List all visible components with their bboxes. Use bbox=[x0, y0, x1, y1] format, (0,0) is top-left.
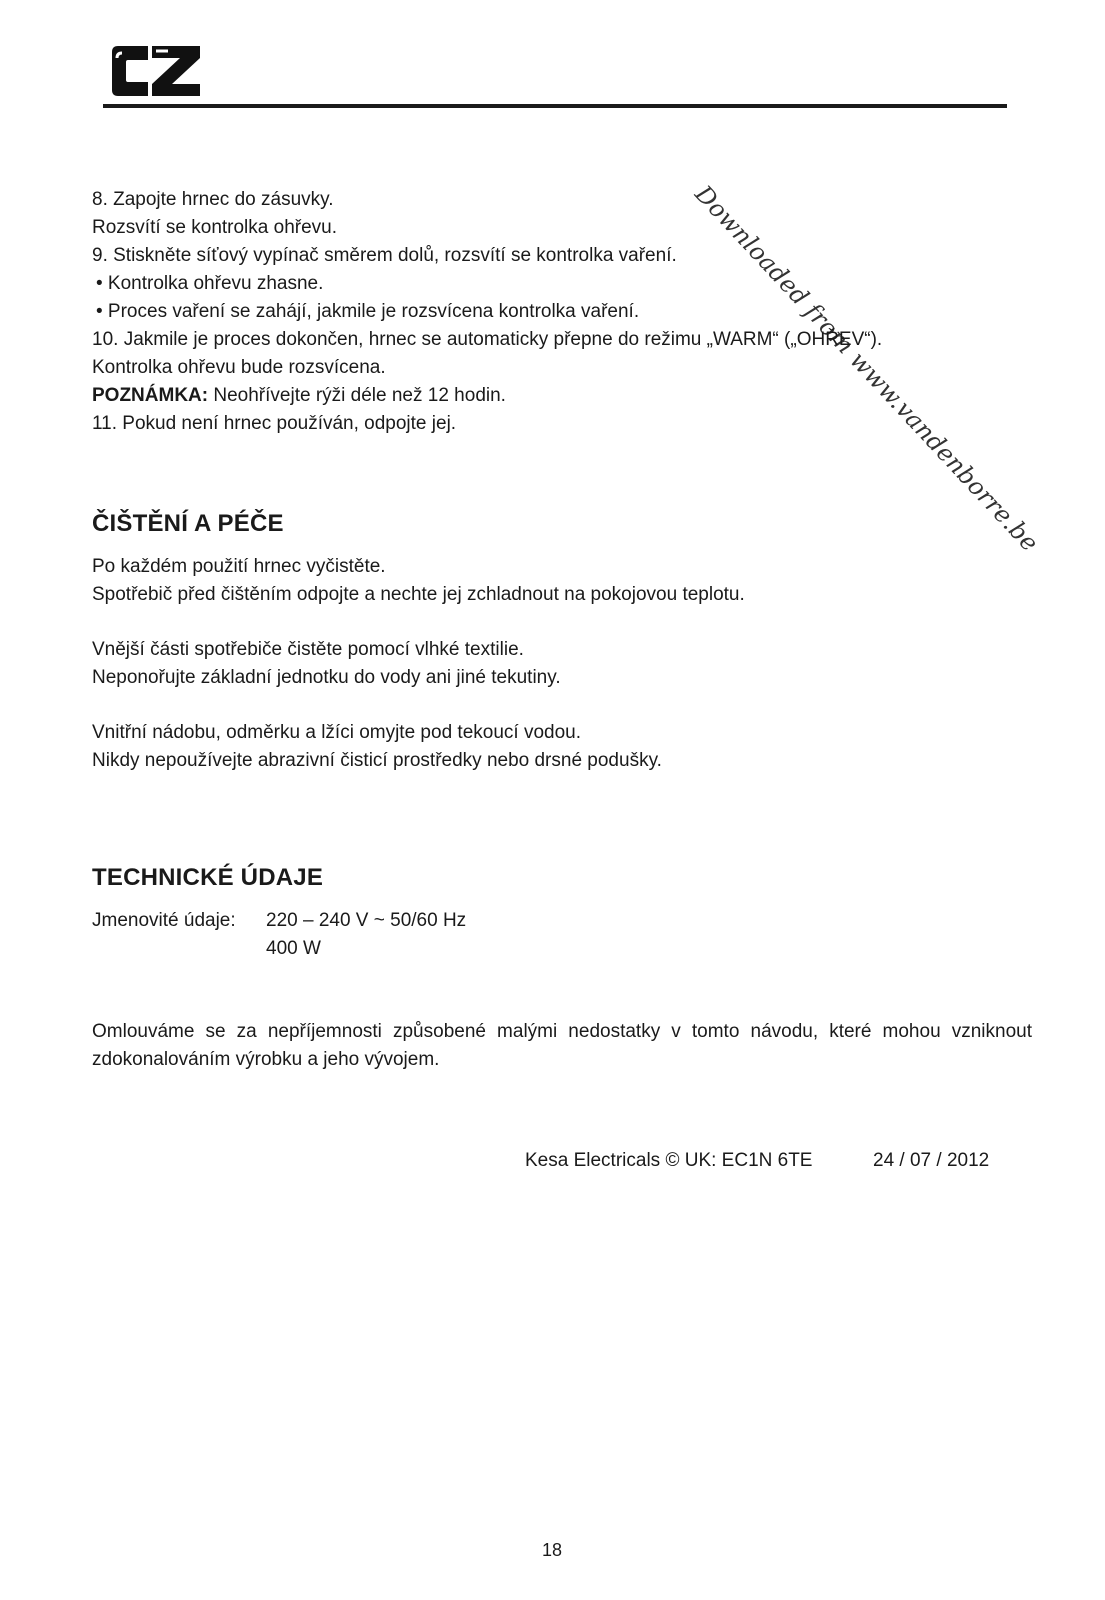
technical-heading: TECHNICKÉ ÚDAJE bbox=[92, 864, 324, 891]
instruction-bullet: • Proces vaření se zahájí, jakmile je rozsvícena kontrolka vaření. bbox=[96, 301, 640, 322]
cleaning-line: Spotřebič před čištěním odpojte a nechte jej zchladnout na pokojovou teplotu. bbox=[92, 584, 745, 605]
cleaning-paragraph bbox=[92, 636, 561, 692]
download-watermark: Downloaded from www.vandenborre.be bbox=[689, 180, 1044, 558]
rating-row bbox=[92, 907, 466, 935]
disclaimer-text: Omlouváme se za nepříjemnosti způsobené malými nedostatky v tomto návodu, které mohou vzniknout zdokonalováním výrobku a jeho vývojem. bbox=[92, 1021, 1032, 1070]
instruction-line: 11. Pokud není hrnec používán, odpojte jej. bbox=[92, 413, 457, 434]
page-number: 18 bbox=[542, 1540, 563, 1560]
cz-logo-icon bbox=[108, 44, 204, 98]
note-text: Neohřívejte rýži déle než 12 hodin. bbox=[208, 385, 506, 406]
cleaning-heading: ČIŠTĚNÍ A PÉČE bbox=[92, 510, 284, 537]
rating-label: Jmenovité údaje: bbox=[92, 910, 236, 931]
cleaning-paragraph bbox=[92, 553, 745, 609]
instruction-line: 9. Stiskněte síťový vypínač směrem dolů, rozsvítí se kontrolka vaření. bbox=[92, 245, 677, 266]
cleaning-line: Vnitřní nádobu, odměrku a lžíci omyjte pod tekoucí vodou. bbox=[92, 722, 581, 743]
company-credit: Kesa Electricals © UK: EC1N 6TE bbox=[525, 1150, 813, 1171]
instruction-line: Kontrolka ohřevu bude rozsvícena. bbox=[92, 357, 386, 378]
instruction-line: 10. Jakmile je proces dokončen, hrnec se automaticky přepne do režimu „WARM“ („OHŘEV“). bbox=[92, 329, 883, 350]
instruction-line: 8. Zapojte hrnec do zásuvky. bbox=[92, 189, 334, 210]
instruction-line: Rozsvítí se kontrolka ohřevu. bbox=[92, 217, 337, 238]
cleaning-paragraph bbox=[92, 719, 662, 775]
cleaning-line: Po každém použití hrnec vyčistěte. bbox=[92, 556, 386, 577]
header-divider bbox=[103, 104, 1007, 108]
instruction-bullet: • Kontrolka ohřevu zhasne. bbox=[96, 273, 324, 294]
language-badge bbox=[108, 44, 204, 98]
rating-power: 400 W bbox=[266, 938, 321, 959]
cleaning-line: Neponořujte základní jednotku do vody ani jiné tekutiny. bbox=[92, 667, 561, 688]
cleaning-line: Nikdy nepoužívejte abrazivní čisticí prostředky nebo drsné podušky. bbox=[92, 750, 662, 771]
note-label: POZNÁMKA: bbox=[92, 385, 209, 406]
note-line bbox=[92, 382, 882, 410]
rating-voltage: 220 – 240 V ~ 50/60 Hz bbox=[266, 910, 467, 931]
instruction-list bbox=[92, 186, 882, 438]
cleaning-line: Vnější části spotřebiče čistěte pomocí vlhké textilie. bbox=[92, 639, 524, 660]
publication-date: 24 / 07 / 2012 bbox=[873, 1150, 990, 1171]
